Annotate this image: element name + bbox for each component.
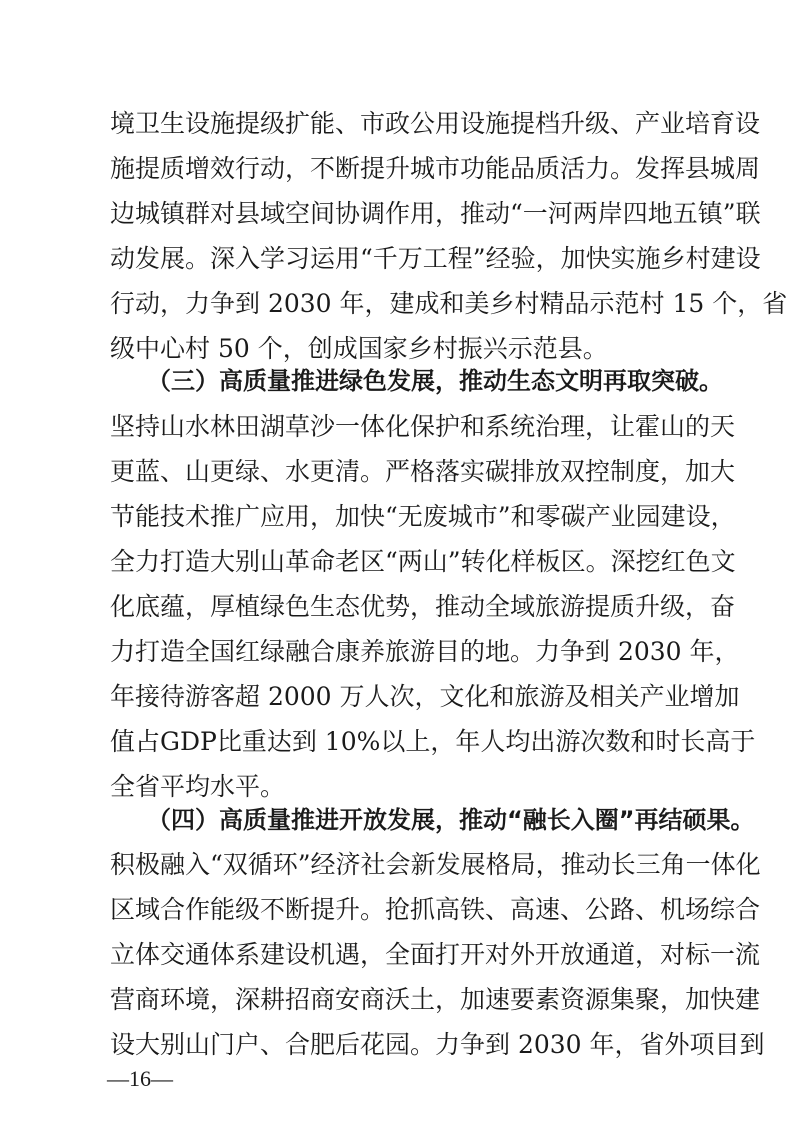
body-line: 坚持山水林田湖草沙一体化保护和系统治理，让霍山的天 [110,412,736,441]
body-line: 级中心村 50 个，创成国家乡村振兴示范县。 [110,334,608,363]
body-line: 行动，力争到 2030 年，建成和美乡村精品示范村 15 个，省 [110,289,788,318]
body-line: 全省平均水平。 [110,772,286,801]
body-line: 边城镇群对县域空间协调作用，推动“一河两岸四地五镇”联 [110,199,761,228]
body-line: 年接待游客超 2000 万人次，文化和旅游及相关产业增加 [110,682,740,711]
section-heading-3: （三）高质量推进绿色发展，推动生态文明再取突破。 [147,367,723,395]
body-line: 施提质增效行动，不断提升城市功能品质活力。发挥县城周 [110,154,761,183]
section-heading-4: （四）高质量推进开放发展，推动“融长入圈”再结硕果。 [147,806,755,834]
body-line: 节能技术推广应用，加快“无废城市”和零碳产业园建设， [110,502,736,531]
body-line: 全力打造大别山革命老区“两山”转化样板区。深挖红色文 [110,547,736,576]
body-line: 更蓝、山更绿、水更清。严格落实碳排放双控制度，加大 [110,457,736,486]
body-line: 设大别山门户、合肥后花园。力争到 2030 年，省外项目到 [110,1030,765,1059]
body-line: 值占GDP比重达到 10%以上，年人均出游次数和时长高于 [110,727,756,756]
body-line: 动发展。深入学习运用“千万工程”经验，加快实施乡村建设 [110,244,761,273]
body-line: 化底蕴，厚植绿色生态优势，推动全域旅游提质升级，奋 [110,592,736,621]
body-line: 立体交通体系建设机遇，全面打开对外开放通道，对标一流 [110,940,761,969]
body-line: 营商环境，深耕招商安商沃土，加速要素资源集聚，加快建 [110,985,761,1014]
body-line: 积极融入“双循环”经济社会新发展格局，推动长三角一体化 [110,850,761,879]
body-line: 力打造全国红绿融合康养旅游目的地。力争到 2030 年， [110,637,740,666]
page-number: —16— [107,1066,173,1091]
body-line: 境卫生设施提级扩能、市政公用设施提档升级、产业培育设 [110,109,761,138]
body-line: 区域合作能级不断提升。抢抓高铁、高速、公路、机场综合 [110,895,761,924]
